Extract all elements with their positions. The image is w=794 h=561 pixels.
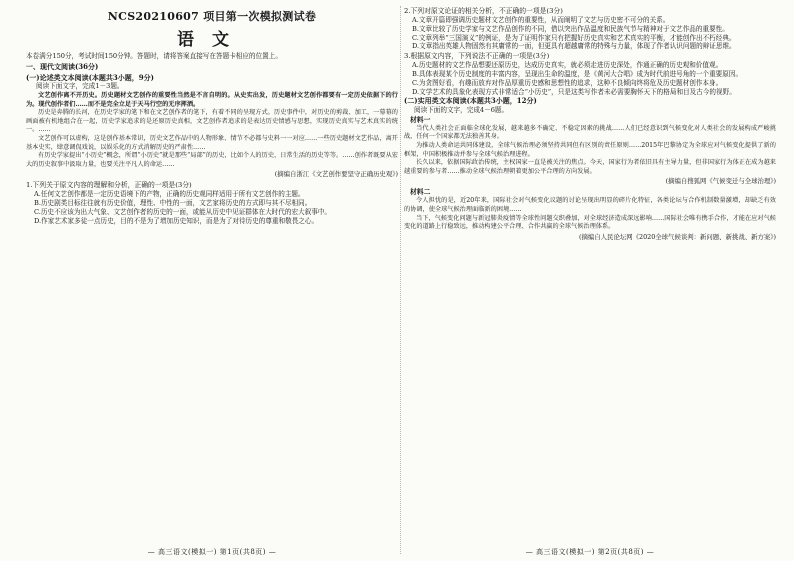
source-citation: (摘编自人民论坛网《2020全球气候谈判：新问题、新挑战、新方案》): [579, 232, 776, 241]
option-b: B.历史剧类目标往往就有历史价值，理性、中性的一面，文艺家将历史的方式即与其不尽相同。: [34, 199, 312, 208]
passage-paragraph: 历史是奔腾的长河，在历史学家的笔下和在文艺创作者的笔下，有着不同的呈现方式。历史事件中，对历史的剪裁、加工，一幕幕的画面被有机地组合在一起，历史学家追求的是还原历史真相，文艺创作者追求的是表达历史情感与思想，实现历史真实与艺术真实的统一。……: [26, 109, 398, 134]
source-citation: (摘编自搜狐网《气候变迁与全球治理》): [665, 177, 776, 186]
option-a: A.任何文艺创作都是一定历史语境下的产物，正确的历史观同样适用于所有文艺创作的主题。: [34, 190, 305, 199]
column-divider: [400, 6, 401, 554]
source-citation: (摘编自浙江《文艺创作要坚守正确历史观》): [274, 170, 398, 179]
material-1-label: 材料一: [410, 115, 431, 124]
reading-instruction: 阅读下面的文字，完成4－6题。: [414, 105, 509, 114]
subject-title: 语文: [177, 30, 247, 50]
option-c: C.为贪图好看，有趣而放弃对作品厚重历史感和思想性的追求，这种不良倾向终将危及历史题材创作本身。: [412, 78, 723, 87]
passage-paragraph: 有历史学家提出“小历史”概念，所谓“小历史”就是那些“局部”的历史，比如个人的历史、日常生活的历史等等。……创作者既要从宏大的历史叙事中汲取力量，也要关注平凡人的命运……: [26, 152, 398, 168]
exam-note: 本卷满分150分，考试时间150分钟。答题时，请将答案直接写在答题卡相应的位置上。: [26, 52, 282, 60]
option-c: C.文章列举“三国演义”的例证，是为了证明作家只有把握好历史真实和艺术真实的平衡，才能创作出不朽经典。: [412, 33, 736, 42]
reading-instruction: 阅读下面文字，完成1－3题。: [36, 82, 124, 90]
right-column: [404, 6, 776, 551]
exam-title: NCS20210607 项目第一次模拟测试卷: [107, 10, 317, 23]
option-b: B.具体表现某个历史制度的丰富内容，呈现出生命的温度，是《黄河大合唱》成为时代前进号角的一个重要原因。: [412, 69, 743, 78]
section-heading: 一、现代文阅读(36分): [26, 62, 99, 71]
subsection-heading: (二)实用类文本阅读(本题共3小题，12分): [404, 96, 537, 106]
material-paragraph: 令人担忧的是，近20年来，国际社会对气候变化议题的讨论呈现出明显的碎片化特征，各类论坛与合作机制数量激增，却缺乏有效的协调，使全球气候治理面临新的困境……: [404, 197, 776, 214]
option-a: A.文章开篇即强调历史题材文艺创作的重要性，从而阐明了文艺与历史密不可分的关系。: [412, 16, 670, 24]
option-c: C.历史不应该为出大气象、文艺创作者的历史的一面，或能从历史中见证群体在大时代的宏大叙事中。: [34, 207, 332, 216]
option-b: B.文章比较了历史学家与文艺作品创作的不同，借以突出作品温度和民族气节与精神对于文艺作品的重要性。: [412, 24, 729, 33]
page-footer-2: — 高三语文(模拟一) 第2页(共8页) —: [525, 548, 655, 556]
left-column: [26, 6, 398, 551]
material-paragraph: 为推动人类命运共同体建设，全球气候治理必须坚持共同但有区别的责任原则……2015年巴黎协定为全球应对气候变化提供了新的框架，中国积极推动并参与全球气候治理进程。: [404, 142, 776, 158]
option-d: D.文章指出英雄人物固然有其庸常的一面，但更具有超越庸常的特殊与力量，体现了作者认识问题的辩证思维。: [412, 42, 736, 51]
material-paragraph: 当下，气候变化问题与新冠肺炎疫情等全球性问题交织叠加，对全球经济造成深远影响……国际社会唯有携手合作，才能在应对气候变化的道路上行稳致远，推动构建公平合理、合作共赢的全球气候治理体系。: [404, 214, 776, 231]
question-2: 2.下列对原文论证的相关分析，不正确的一项是(3分): [404, 7, 563, 15]
material-paragraph: 长久以来，依据国际政治传统，主权国家一直是被关注的焦点。今天，国家行为者依旧具有主导力量，但非国家行为体正在成为越来越重要的参与者……推动全球气候治理朝着更加公平合理的方向发展。: [404, 159, 776, 175]
option-a: A.历史题材的文艺作品想要还原历史，达成历史真实，就必须走进历史深处，作通正确的历史观和价值观。: [412, 61, 723, 70]
option-d: D.作家艺术家多徒一点历史，目的不是为了增加历史知识，而是为了对待历史的尊重和敬畏之心。: [34, 216, 319, 225]
material-paragraph: 当代人类社会正面临全球化发展，越来越多不确定、不稳定因素的挑战……人们已经意识到气候变化对人类社会的发展构成严峻挑战，任何一个国家都无法独善其身。: [404, 124, 776, 141]
subsection-heading: (一)论述类文本阅读(本题共3小题，9分): [26, 72, 154, 82]
material-2-label: 材料二: [410, 188, 431, 197]
option-d: D.文学艺术的具象化表现方式非常适合“小历史”，只是这类写作者未必需要胸怀天下的格局和目及古今的视野。: [412, 87, 736, 96]
question-3: 3.根据原文内容，下列说法不正确的一项是(3分): [404, 52, 550, 61]
passage-paragraph: 文艺创作离不开历史。历史题材文艺创作的重要性当然是不言自明的。从史实出发，历史题材文艺创作都要有一定历史依据下的行为。现代创作者们……而不是完全立足于天马行空的无序挥洒。: [26, 92, 398, 108]
page-footer-1: — 高三语文(模拟一) 第1页(共8页) —: [147, 548, 277, 556]
question-1: 1.下列关于原文内容的理解和分析，正确的一项是(3分): [26, 181, 192, 190]
passage-paragraph: 文艺创作可以虚构，这是创作基本常识，历史文艺作品中的人物形象、情节不必都与史料一一对应……一些历史题材文艺作品，离开基本史实，肆意调侃戏说，以娱乐化的方式消解历史的严肃性……: [26, 134, 398, 151]
